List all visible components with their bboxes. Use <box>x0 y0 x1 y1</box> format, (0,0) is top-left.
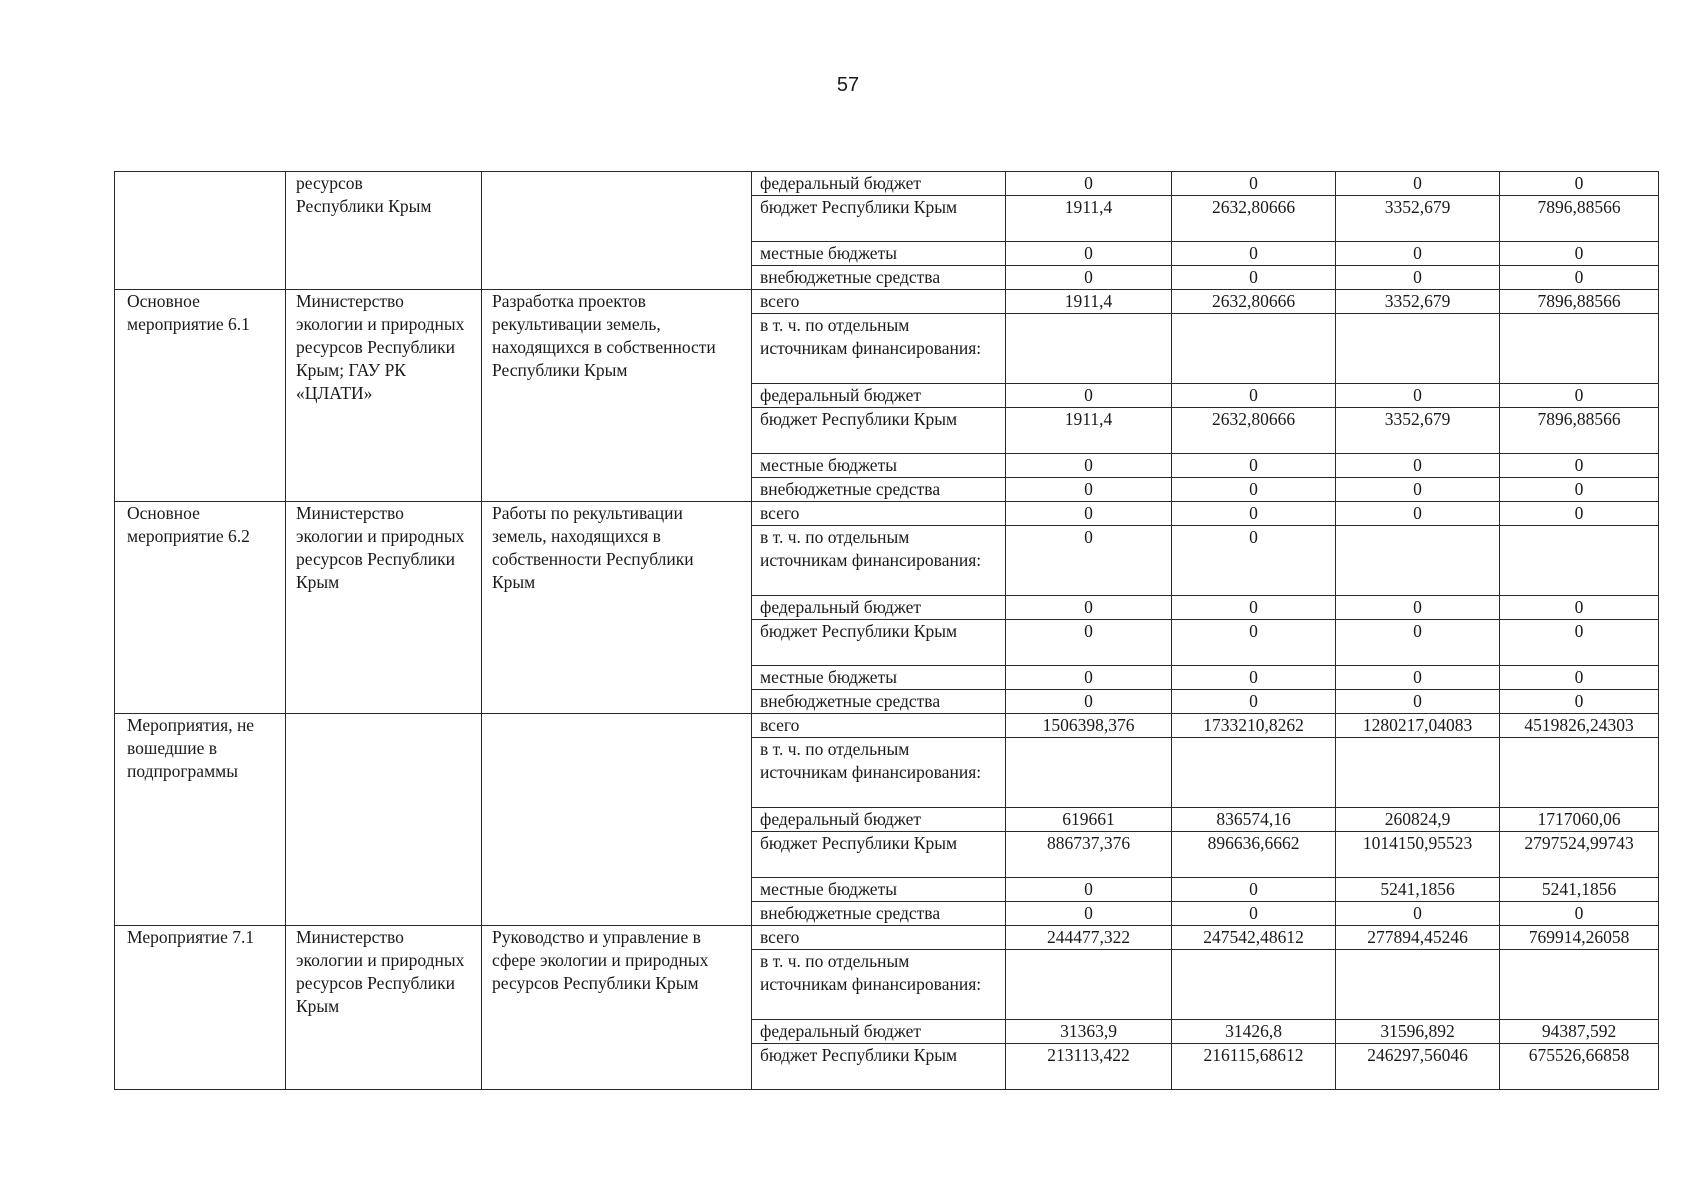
event-cell: Мероприятие 7.1 <box>115 926 286 1090</box>
amount-cell-year-3: 0 <box>1336 454 1500 478</box>
amount-cell-year-1: 0 <box>1006 502 1172 526</box>
amount-cell-year-4: 0 <box>1500 172 1659 196</box>
event-cell: Основное мероприятие 6.1 <box>115 290 286 502</box>
amount-cell-year-4: 1717060,06 <box>1500 808 1659 832</box>
amount-cell-year-1: 0 <box>1006 666 1172 690</box>
table-row <box>115 290 1659 314</box>
amount-cell-year-3: 1014150,95523 <box>1336 832 1500 878</box>
amount-cell-year-2 <box>1172 950 1336 1020</box>
amount-cell-year-1: 213113,422 <box>1006 1044 1172 1090</box>
amount-cell-year-3: 0 <box>1336 242 1500 266</box>
funding-source-cell: в т. ч. по отдельным источникам финансирования: <box>752 314 1006 384</box>
amount-cell-year-3: 0 <box>1336 902 1500 926</box>
amount-cell-year-4: 769914,26058 <box>1500 926 1659 950</box>
page-number: 57 <box>836 74 860 96</box>
amount-cell-year-2: 216115,68612 <box>1172 1044 1336 1090</box>
amount-cell-year-2: 1733210,8262 <box>1172 714 1336 738</box>
amount-cell-year-3: 3352,679 <box>1336 290 1500 314</box>
amount-cell-year-4: 7896,88566 <box>1500 408 1659 454</box>
funding-source-cell: в т. ч. по отдельным источникам финансирования: <box>752 738 1006 808</box>
amount-cell-year-3: 0 <box>1336 478 1500 502</box>
table-row <box>115 714 1659 738</box>
amount-cell-year-4: 7896,88566 <box>1500 196 1659 242</box>
funding-source-cell: внебюджетные средства <box>752 478 1006 502</box>
amount-cell-year-3: 1280217,04083 <box>1336 714 1500 738</box>
amount-cell-year-4: 0 <box>1500 384 1659 408</box>
description-cell <box>482 172 752 290</box>
amount-cell-year-1: 1911,4 <box>1006 290 1172 314</box>
amount-cell-year-4: 2797524,99743 <box>1500 832 1659 878</box>
amount-cell-year-1: 1506398,376 <box>1006 714 1172 738</box>
amount-cell-year-3: 246297,56046 <box>1336 1044 1500 1090</box>
amount-cell-year-3: 0 <box>1336 666 1500 690</box>
amount-cell-year-1: 0 <box>1006 242 1172 266</box>
amount-cell-year-1: 0 <box>1006 596 1172 620</box>
funding-source-cell: бюджет Республики Крым <box>752 832 1006 878</box>
amount-cell-year-2: 31426,8 <box>1172 1020 1336 1044</box>
description-cell: Работы по рекультивации земель, находящихся в собственности Республики Крым <box>482 502 752 714</box>
table-row <box>115 926 1659 950</box>
amount-cell-year-2: 0 <box>1172 666 1336 690</box>
amount-cell-year-1: 886737,376 <box>1006 832 1172 878</box>
amount-cell-year-1: 0 <box>1006 478 1172 502</box>
amount-cell-year-1: 0 <box>1006 526 1172 596</box>
description-cell <box>482 714 752 926</box>
event-cell <box>115 172 286 290</box>
funding-source-cell: федеральный бюджет <box>752 1020 1006 1044</box>
funding-source-cell: федеральный бюджет <box>752 808 1006 832</box>
amount-cell-year-4: 94387,592 <box>1500 1020 1659 1044</box>
funding-source-cell: бюджет Республики Крым <box>752 620 1006 666</box>
amount-cell-year-2: 0 <box>1172 384 1336 408</box>
amount-cell-year-4: 0 <box>1500 620 1659 666</box>
amount-cell-year-2: 0 <box>1172 620 1336 666</box>
table-row <box>115 502 1659 526</box>
funding-source-cell: местные бюджеты <box>752 666 1006 690</box>
amount-cell-year-4: 675526,66858 <box>1500 1044 1659 1090</box>
amount-cell-year-1: 244477,322 <box>1006 926 1172 950</box>
amount-cell-year-2: 2632,80666 <box>1172 196 1336 242</box>
amount-cell-year-1: 31363,9 <box>1006 1020 1172 1044</box>
amount-cell-year-2: 0 <box>1172 902 1336 926</box>
amount-cell-year-3: 0 <box>1336 266 1500 290</box>
amount-cell-year-3: 3352,679 <box>1336 196 1500 242</box>
amount-cell-year-2: 0 <box>1172 878 1336 902</box>
funding-source-cell: в т. ч. по отдельным источникам финансирования: <box>752 526 1006 596</box>
funding-source-cell: всего <box>752 502 1006 526</box>
amount-cell-year-1: 0 <box>1006 878 1172 902</box>
executor-cell: Министерство экологии и природных ресурсов Республики Крым <box>286 502 482 714</box>
amount-cell-year-3: 3352,679 <box>1336 408 1500 454</box>
amount-cell-year-3: 0 <box>1336 384 1500 408</box>
funding-source-cell: внебюджетные средства <box>752 690 1006 714</box>
amount-cell-year-2 <box>1172 738 1336 808</box>
amount-cell-year-3: 260824,9 <box>1336 808 1500 832</box>
amount-cell-year-4: 0 <box>1500 690 1659 714</box>
amount-cell-year-2: 2632,80666 <box>1172 408 1336 454</box>
amount-cell-year-4: 0 <box>1500 478 1659 502</box>
amount-cell-year-4 <box>1500 314 1659 384</box>
amount-cell-year-2: 0 <box>1172 526 1336 596</box>
amount-cell-year-2: 0 <box>1172 690 1336 714</box>
funding-source-cell: местные бюджеты <box>752 878 1006 902</box>
funding-source-cell: всего <box>752 290 1006 314</box>
amount-cell-year-4: 4519826,24303 <box>1500 714 1659 738</box>
amount-cell-year-3: 0 <box>1336 596 1500 620</box>
description-cell: Руководство и управление в сфере экологии и природных ресурсов Республики Крым <box>482 926 752 1090</box>
amount-cell-year-3: 0 <box>1336 502 1500 526</box>
amount-cell-year-1: 0 <box>1006 454 1172 478</box>
budget-table <box>114 171 1659 1090</box>
amount-cell-year-2: 0 <box>1172 242 1336 266</box>
amount-cell-year-2 <box>1172 314 1336 384</box>
amount-cell-year-1: 0 <box>1006 690 1172 714</box>
funding-source-cell: всего <box>752 714 1006 738</box>
budget-table-body <box>115 172 1659 1090</box>
funding-source-cell: федеральный бюджет <box>752 384 1006 408</box>
amount-cell-year-1: 0 <box>1006 620 1172 666</box>
funding-source-cell: федеральный бюджет <box>752 172 1006 196</box>
executor-cell <box>286 714 482 926</box>
executor-cell: Министерство экологии и природных ресурсов Республики Крым <box>286 926 482 1090</box>
amount-cell-year-4 <box>1500 526 1659 596</box>
funding-source-cell: местные бюджеты <box>752 242 1006 266</box>
amount-cell-year-4: 7896,88566 <box>1500 290 1659 314</box>
funding-source-cell: федеральный бюджет <box>752 596 1006 620</box>
amount-cell-year-2: 0 <box>1172 266 1336 290</box>
amount-cell-year-4: 0 <box>1500 902 1659 926</box>
amount-cell-year-3: 0 <box>1336 620 1500 666</box>
amount-cell-year-3: 31596,892 <box>1336 1020 1500 1044</box>
table-row <box>115 172 1659 196</box>
funding-source-cell: бюджет Республики Крым <box>752 408 1006 454</box>
amount-cell-year-2: 0 <box>1172 502 1336 526</box>
amount-cell-year-2: 0 <box>1172 596 1336 620</box>
amount-cell-year-3 <box>1336 738 1500 808</box>
executor-cell: ресурсов Республики Крым <box>286 172 482 290</box>
amount-cell-year-4: 0 <box>1500 666 1659 690</box>
amount-cell-year-3 <box>1336 526 1500 596</box>
amount-cell-year-3: 5241,1856 <box>1336 878 1500 902</box>
amount-cell-year-1: 0 <box>1006 172 1172 196</box>
event-cell: Основное мероприятие 6.2 <box>115 502 286 714</box>
amount-cell-year-2: 2632,80666 <box>1172 290 1336 314</box>
amount-cell-year-1 <box>1006 738 1172 808</box>
amount-cell-year-3 <box>1336 314 1500 384</box>
amount-cell-year-1: 0 <box>1006 266 1172 290</box>
amount-cell-year-2: 247542,48612 <box>1172 926 1336 950</box>
amount-cell-year-1: 1911,4 <box>1006 408 1172 454</box>
executor-cell: Министерство экологии и природных ресурсов Республики Крым; ГАУ РК «ЦЛАТИ» <box>286 290 482 502</box>
amount-cell-year-1: 1911,4 <box>1006 196 1172 242</box>
description-cell: Разработка проектов рекультивации земель, находящихся в собственности Республики Крым <box>482 290 752 502</box>
amount-cell-year-1 <box>1006 950 1172 1020</box>
amount-cell-year-4: 0 <box>1500 242 1659 266</box>
amount-cell-year-2: 896636,6662 <box>1172 832 1336 878</box>
funding-source-cell: местные бюджеты <box>752 454 1006 478</box>
event-cell: Мероприятия, не вошедшие в подпрограммы <box>115 714 286 926</box>
amount-cell-year-1: 0 <box>1006 384 1172 408</box>
amount-cell-year-3: 0 <box>1336 172 1500 196</box>
amount-cell-year-4: 0 <box>1500 266 1659 290</box>
amount-cell-year-4: 5241,1856 <box>1500 878 1659 902</box>
amount-cell-year-2: 836574,16 <box>1172 808 1336 832</box>
funding-source-cell: внебюджетные средства <box>752 902 1006 926</box>
amount-cell-year-3: 0 <box>1336 690 1500 714</box>
amount-cell-year-4: 0 <box>1500 502 1659 526</box>
amount-cell-year-2: 0 <box>1172 478 1336 502</box>
amount-cell-year-4: 0 <box>1500 596 1659 620</box>
amount-cell-year-1 <box>1006 314 1172 384</box>
funding-source-cell: в т. ч. по отдельным источникам финансирования: <box>752 950 1006 1020</box>
amount-cell-year-3: 277894,45246 <box>1336 926 1500 950</box>
amount-cell-year-4 <box>1500 738 1659 808</box>
funding-source-cell: бюджет Республики Крым <box>752 196 1006 242</box>
amount-cell-year-4: 0 <box>1500 454 1659 478</box>
amount-cell-year-2: 0 <box>1172 172 1336 196</box>
funding-source-cell: бюджет Республики Крым <box>752 1044 1006 1090</box>
funding-source-cell: всего <box>752 926 1006 950</box>
funding-source-cell: внебюджетные средства <box>752 266 1006 290</box>
amount-cell-year-3 <box>1336 950 1500 1020</box>
amount-cell-year-4 <box>1500 950 1659 1020</box>
amount-cell-year-1: 619661 <box>1006 808 1172 832</box>
amount-cell-year-1: 0 <box>1006 902 1172 926</box>
amount-cell-year-2: 0 <box>1172 454 1336 478</box>
